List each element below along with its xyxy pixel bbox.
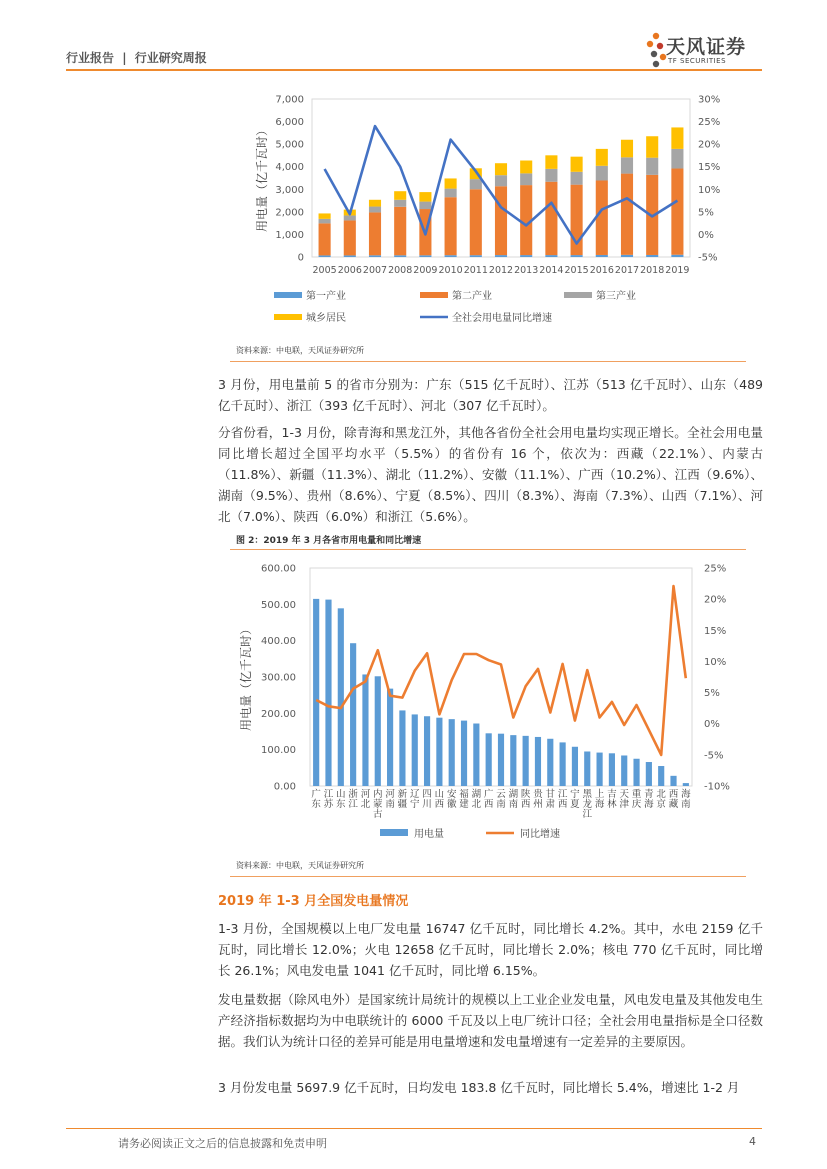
chart1-bar-1 (596, 255, 608, 257)
chart2-x-tick: 福建 (459, 789, 469, 810)
chart1-rule (230, 361, 746, 362)
chart1-y-tick: 0 (297, 252, 304, 264)
chart1-bar-1 (571, 255, 583, 257)
chart1-legend-label: 第二产业 (452, 291, 492, 302)
report-header (66, 49, 207, 66)
chart2-bar (375, 676, 381, 786)
chart1-x-tick: 2008 (388, 265, 413, 276)
chart2-bar (449, 719, 455, 786)
chart2-legend-label: 同比增速 (520, 829, 560, 840)
chart2-x-tick: 江苏 (323, 789, 334, 810)
chart2-y-tick: 500.00 (261, 599, 296, 611)
chart1-y2-tick: 5% (698, 207, 714, 219)
chart2-bar (633, 759, 639, 786)
chart1-x-tick: 2006 (337, 265, 362, 276)
chart1-bar-3 (646, 158, 658, 175)
chart2-bar (670, 776, 676, 786)
chart1-bar-3 (445, 189, 457, 198)
chart1-bar-1 (621, 255, 633, 257)
chart2-x-tick: 河北 (360, 789, 371, 810)
chart2-bar (473, 724, 479, 786)
chart1-x-tick: 2014 (539, 265, 564, 276)
chart2-bar (498, 734, 504, 786)
chart1-bar-4 (596, 149, 608, 166)
chart1-bar-2 (344, 220, 356, 255)
chart2-y-tick: 200.00 (261, 708, 296, 720)
chart1-x-tick: 2018 (640, 265, 665, 276)
chart2-bar (547, 739, 553, 786)
chart1-x-tick: 2019 (665, 265, 690, 276)
chart1-x-tick: 2010 (438, 265, 463, 276)
chart2-bar (387, 689, 393, 786)
figure2-title-rule (230, 549, 746, 550)
chart1-bar-2 (621, 174, 633, 255)
chart1-y-axis-label: 用电量（亿千瓦时） (255, 123, 269, 233)
chart2-x-tick: 上海 (594, 789, 605, 810)
chart2-y2-tick: 10% (704, 656, 727, 668)
chart1-bar-2 (394, 207, 406, 256)
paragraph-provinces: 分省份看，1-3 月份，除青海和黑龙江外，其他各省份全社会用电量均实现正增长。全社会用电量同比增长超过全国平均水平（5.5%）的省份有 16 个，依次为：西藏（22.1%）、内蒙古（11.8%）、新疆（11.3%）、湖北（11.2%）、安徽（11.1%）、广西（10.2%）、江西（9.6%）、湖南（9.5%）、贵州（8.6%）、宁夏（8.5%）、四川（8.3%）、海南（7.3%）、山西（7.1%）、河北（7.0%）、陕西（6.0%）和浙江（5.6%）。 (218, 425, 763, 524)
chart2-bar (584, 751, 590, 786)
chart-annual-consumption (230, 86, 750, 336)
chart1-x-tick: 2005 (312, 265, 337, 276)
chart1-bar-1 (319, 255, 331, 257)
chart1-x-tick: 2016 (589, 265, 614, 276)
chart1-x-tick: 2007 (362, 265, 388, 276)
chart1-bar-1 (419, 255, 431, 257)
header-rule (66, 69, 762, 71)
figure2-title: 图 2：2019 年 3 月各省市用电量和同比增速 (236, 536, 422, 546)
chart2-x-tick: 北京 (656, 789, 666, 810)
chart1-bar-4 (571, 157, 583, 172)
chart2-bar (510, 735, 516, 786)
chart2-x-tick: 吉林 (607, 789, 617, 810)
chart2-bar (313, 599, 319, 786)
chart1-bar-3 (394, 200, 406, 207)
chart1-bar-4 (545, 155, 557, 169)
chart1-bar-1 (470, 255, 482, 257)
page-number: 4 (749, 1135, 756, 1148)
chart2-growth-line (316, 586, 686, 755)
chart1-legend-swatch (274, 314, 302, 320)
chart1-bar-1 (344, 255, 356, 257)
chart2-legend-swatch (380, 829, 408, 836)
chart1-x-tick: 2013 (514, 265, 539, 276)
chart2-x-tick: 黑龙江 (582, 789, 593, 820)
paragraph-top5: 3 月份，用电量前 5 的省市分别为：广东（515 亿千瓦时）、江苏（513 亿千瓦时）、山东（489 亿千瓦时）、浙江（393 亿千瓦时）、河北（307 亿千瓦时）。 (218, 377, 763, 413)
paragraph-generation: 1-3 月份，全国规模以上电厂发电量 16747 亿千瓦时，同比增长 4.2%。其中，水电 2159 亿千瓦时，同比增长 12.0%；火电 12658 亿千瓦时，同比增长 2.0%；核电 770 亿千瓦时，同比增长 26.1%；风电发电量 1041 亿千瓦时，同比增 6.15%。 (218, 921, 763, 978)
chart2-y-tick: 100.00 (261, 745, 296, 757)
chart1-bar-1 (495, 255, 507, 257)
chart1-legend-swatch (564, 292, 592, 298)
chart1-legend-label: 全社会用电量同比增速 (452, 313, 552, 324)
chart2-x-tick: 四川 (422, 789, 432, 810)
chart1-x-tick: 2015 (564, 265, 589, 276)
chart-province-consumption (230, 556, 750, 846)
chart1-bar-4 (419, 192, 431, 201)
chart1-x-tick: 2017 (614, 265, 640, 276)
chart2-y-tick: 0.00 (273, 781, 296, 793)
chart1-bar-4 (394, 191, 406, 200)
chart1-y-tick: 5,000 (275, 139, 304, 151)
chart1-bar-2 (671, 169, 683, 255)
chart1-y2-tick: 10% (698, 184, 721, 196)
header-separator: | (122, 51, 127, 65)
chart1-bar-3 (495, 175, 507, 186)
chart1-y-tick: 4,000 (275, 162, 304, 174)
chart2-y-tick: 600.00 (261, 563, 296, 575)
chart1-bar-3 (520, 173, 532, 185)
chart1-y2-tick: 20% (698, 139, 721, 151)
logo-en: TF SECURITIES (668, 57, 727, 65)
chart2-bar (523, 736, 529, 786)
chart1-legend-label: 第三产业 (596, 291, 636, 302)
chart1-bar-4 (671, 127, 683, 148)
chart2-y-tick: 300.00 (261, 672, 296, 684)
chart1-bar-4 (319, 213, 331, 218)
chart2-x-tick: 湖南 (508, 789, 519, 810)
chart2-bar (609, 753, 615, 786)
chart2-y-tick: 400.00 (261, 636, 296, 648)
chart2-y2-tick: 5% (704, 688, 720, 700)
chart1-bar-2 (596, 180, 608, 254)
chart2-y2-tick: 15% (704, 625, 727, 637)
report-series: 行业研究周报 (134, 51, 207, 65)
chart2-bar (412, 714, 418, 786)
chart2-x-tick: 广东 (311, 789, 321, 810)
chart2-bar (597, 753, 603, 786)
chart2-x-tick: 河南 (385, 789, 395, 810)
chart1-bar-3 (470, 179, 482, 189)
chart2-bar (399, 710, 405, 786)
chart1-bar-3 (369, 207, 381, 213)
chart2-x-tick: 陕西 (520, 789, 531, 810)
chart2-x-tick: 贵州 (533, 789, 543, 810)
chart2-bar (658, 766, 664, 786)
chart1-bar-4 (445, 178, 457, 188)
report-type: 行业报告 (66, 51, 115, 65)
chart1-y-tick: 1,000 (275, 229, 304, 241)
chart1-bar-4 (621, 140, 633, 158)
chart1-y2-tick: 15% (698, 162, 721, 174)
paragraph-methodology: 发电量数据（除风电外）是国家统计局统计的规模以上工业企业发电量，风电发电量及其他发电生产经济指标数据均为中电联统计的 6000 千瓦及以上电厂统计口径；全社会用电量指标是全口径数据。我们认为统计口径的差异可能是用电量增速和发电量增速有一定差异的主要原因。 (218, 992, 763, 1049)
footer-disclaimer: 请务必阅读正文之后的信息披露和免责申明 (118, 1137, 327, 1150)
chart1-legend-swatch (420, 292, 448, 298)
chart1-bar-3 (419, 202, 431, 209)
chart2-x-tick: 宁夏 (570, 789, 580, 810)
chart2-x-tick: 内蒙古 (373, 789, 383, 820)
chart1-y-tick: 7,000 (275, 94, 304, 106)
chart1-bar-2 (319, 223, 331, 255)
chart2-x-tick: 山东 (336, 789, 346, 810)
chart1-source: 资料来源：中电联，天风证券研究所 (236, 346, 364, 355)
chart1-y-tick: 6,000 (275, 117, 304, 129)
chart1-y2-tick: -5% (698, 252, 718, 264)
chart1-legend-swatch (274, 292, 302, 298)
chart2-x-tick: 湖北 (471, 789, 482, 810)
chart1-bar-2 (445, 197, 457, 255)
chart2-y2-tick: 0% (704, 719, 720, 731)
chart1-bar-4 (646, 136, 658, 157)
chart2-bar (683, 783, 689, 786)
chart1-y-tick: 2,000 (275, 207, 304, 219)
chart2-rule (230, 876, 746, 877)
chart1-bar-2 (470, 189, 482, 255)
chart2-x-tick: 重庆 (631, 789, 642, 810)
chart1-bar-2 (495, 186, 507, 255)
chart1-bar-4 (520, 161, 532, 174)
section-title: 2019 年 1-3 月全国发电量情况 (218, 894, 409, 909)
chart2-bar (461, 721, 467, 786)
chart2-x-tick: 江西 (557, 789, 568, 810)
chart2-x-tick: 浙江 (348, 789, 358, 810)
chart2-bar (572, 747, 578, 786)
chart1-bar-4 (369, 200, 381, 207)
chart1-x-tick: 2009 (413, 265, 438, 276)
chart1-bar-3 (571, 172, 583, 185)
chart1-bar-4 (495, 163, 507, 175)
chart2-bar (338, 608, 344, 786)
chart1-bar-1 (369, 255, 381, 257)
chart1-legend-label: 城乡居民 (306, 313, 346, 324)
chart1-bar-2 (369, 212, 381, 255)
chart2-source: 资料来源：中电联，天风证券研究所 (236, 861, 364, 870)
chart2-x-tick: 甘肃 (545, 789, 556, 810)
chart1-bar-3 (621, 157, 633, 173)
logo-cn: 天风证券 (666, 36, 747, 58)
chart2-x-tick: 山西 (434, 789, 445, 810)
chart1-bar-3 (545, 169, 557, 182)
chart2-y2-tick: 20% (704, 594, 727, 606)
chart1-bar-1 (646, 255, 658, 257)
chart2-x-tick: 天津 (619, 789, 629, 810)
chart1-bar-1 (445, 255, 457, 257)
chart2-y2-tick: -10% (704, 781, 730, 793)
chart2-bar (436, 718, 442, 786)
chart1-bar-3 (596, 166, 608, 181)
chart2-bar (362, 674, 368, 786)
chart1-bar-3 (344, 215, 356, 220)
chart2-bar (325, 600, 331, 786)
chart2-bar (646, 762, 652, 786)
chart2-x-tick: 西藏 (668, 789, 679, 810)
footer-rule (66, 1128, 762, 1129)
chart1-bar-1 (671, 255, 683, 257)
chart1-x-tick: 2012 (488, 265, 514, 276)
chart2-x-tick: 广西 (483, 789, 494, 810)
chart2-x-tick: 新疆 (397, 789, 408, 810)
chart2-bar (535, 737, 541, 786)
chart1-bar-2 (545, 182, 557, 255)
chart2-y-axis-label: 用电量（亿千瓦时） (239, 622, 253, 732)
chart2-x-tick: 海南 (681, 789, 691, 810)
chart1-legend-label: 第一产业 (306, 291, 346, 302)
chart2-x-tick: 云南 (496, 789, 506, 810)
chart2-x-tick: 安徽 (446, 789, 457, 810)
chart1-y2-tick: 0% (698, 229, 714, 241)
chart1-bar-1 (520, 255, 532, 257)
chart2-y2-tick: 25% (704, 563, 727, 575)
chart1-bar-1 (394, 255, 406, 257)
chart2-bar (560, 742, 566, 786)
chart2-bar (424, 716, 430, 786)
chart1-bar-3 (319, 219, 331, 224)
chart2-bar (621, 755, 627, 786)
chart2-x-tick: 青海 (644, 789, 654, 810)
chart1-y2-tick: 25% (698, 117, 721, 129)
chart2-legend-label: 用电量 (414, 829, 444, 840)
paragraph-march: 3 月份发电量 5697.9 亿千瓦时，日均发电 183.8 亿千瓦时，同比增长 5.4%，增速比 1-2 月 (218, 1080, 740, 1095)
chart1-x-tick: 2011 (463, 265, 488, 276)
chart2-y2-tick: -5% (704, 750, 724, 762)
chart2-bar (486, 733, 492, 786)
chart1-y-tick: 3,000 (275, 184, 304, 196)
chart1-bar-1 (545, 255, 557, 257)
chart1-bar-3 (671, 149, 683, 169)
chart2-x-tick: 辽宁 (409, 789, 420, 810)
chart2-bar (350, 643, 356, 786)
chart1-y2-tick: 30% (698, 94, 721, 106)
